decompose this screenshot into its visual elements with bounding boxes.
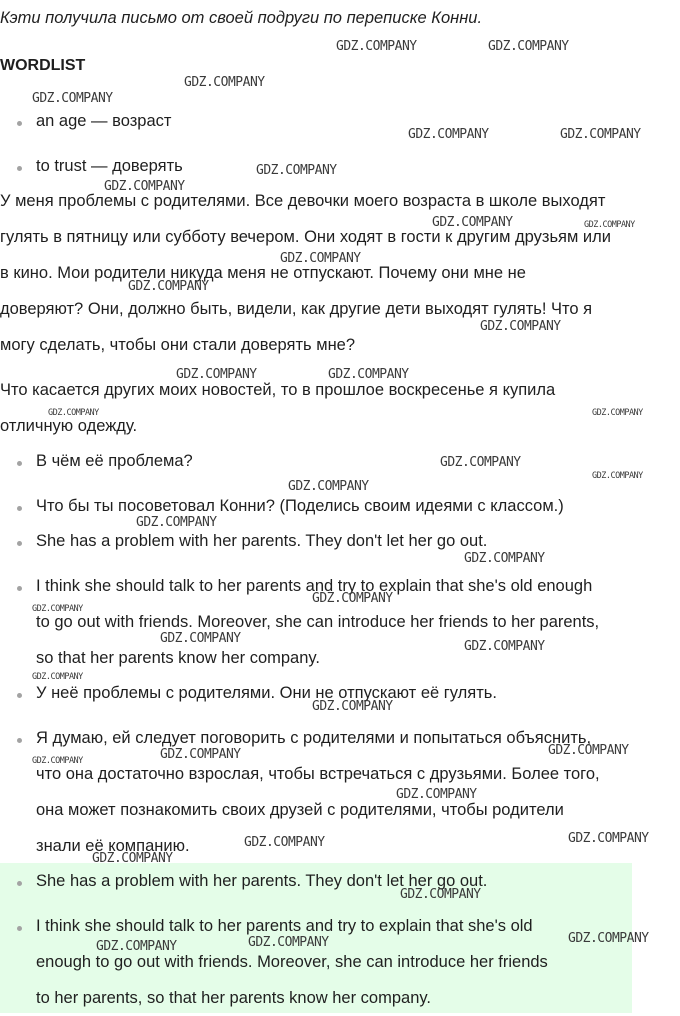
- watermark: GDZ.COMPANY: [96, 939, 177, 954]
- watermark: GDZ.COMPANY: [128, 279, 209, 294]
- watermark: GDZ.COMPANY: [464, 639, 545, 654]
- letter-line: гулять в пятницу или субботу вечером. Они ходят в гости к другим друзьям или: [0, 228, 611, 246]
- wordlist-item: to trust — доверять: [36, 157, 183, 175]
- question-item: В чём её проблема?: [36, 452, 193, 470]
- watermark: GDZ.COMPANY: [488, 39, 569, 54]
- bullet-icon: [17, 166, 22, 171]
- watermark: GDZ.COMPANY: [136, 515, 217, 530]
- bullet-icon: [17, 738, 22, 743]
- bullet-icon: [17, 541, 22, 546]
- watermark: GDZ.COMPANY: [244, 835, 325, 850]
- watermark: GDZ.COMPANY: [568, 931, 649, 946]
- answer-highlighted-2: [36, 908, 676, 1016]
- watermark: GDZ.COMPANY: [104, 179, 185, 194]
- answer-line: enough to go out with friends. Moreover, she can introduce her friends: [36, 953, 548, 971]
- watermark: GDZ.COMPANY: [48, 408, 99, 418]
- letter-line: отличную одежду.: [0, 417, 138, 435]
- watermark: GDZ.COMPANY: [400, 887, 481, 902]
- wordlist-item: an age — возраст: [36, 112, 172, 130]
- watermark: GDZ.COMPANY: [160, 747, 241, 762]
- watermark: GDZ.COMPANY: [396, 787, 477, 802]
- watermark: GDZ.COMPANY: [592, 471, 643, 481]
- answer-highlighted-1: She has a problem with her parents. They don't let her go out.: [36, 872, 488, 890]
- watermark: GDZ.COMPANY: [160, 631, 241, 646]
- watermark: GDZ.COMPANY: [560, 127, 641, 142]
- letter-paragraph-1: [0, 183, 676, 363]
- watermark: GDZ.COMPANY: [256, 163, 337, 178]
- wordlist-heading: WORDLIST: [0, 57, 86, 74]
- watermark: GDZ.COMPANY: [312, 591, 393, 606]
- answer-line: что она достаточно взрослая, чтобы встречаться с друзьями. Более того,: [36, 765, 600, 783]
- watermark: GDZ.COMPANY: [176, 367, 257, 382]
- letter-line: могу сделать, чтобы они стали доверять мне?: [0, 336, 356, 354]
- watermark: GDZ.COMPANY: [336, 39, 417, 54]
- answer-ru-1: У неё проблемы с родителями. Они не отпускают её гулять.: [36, 684, 497, 702]
- bullet-icon: [17, 926, 22, 931]
- watermark: GDZ.COMPANY: [32, 672, 83, 682]
- bullet-icon: [17, 881, 22, 886]
- bullet-icon: [17, 693, 22, 698]
- answer-line: I think she should talk to her parents and try to explain that she's old enough: [36, 577, 593, 595]
- watermark: GDZ.COMPANY: [432, 215, 513, 230]
- watermark: GDZ.COMPANY: [440, 455, 521, 470]
- answer-line: so that her parents know her company.: [36, 649, 321, 667]
- bullet-icon: [17, 121, 22, 126]
- answer-en-2: [36, 568, 676, 676]
- watermark: GDZ.COMPANY: [248, 935, 329, 950]
- letter-line: У меня проблемы с родителями. Все девочки моего возраста в школе выходят: [0, 192, 606, 210]
- watermark: GDZ.COMPANY: [464, 551, 545, 566]
- intro-text: Кэти получила письмо от своей подруги по переписке Конни.: [0, 9, 483, 27]
- bullet-icon: [17, 506, 22, 511]
- letter-line: Что касается других моих новостей, то в прошлое воскресенье я купила: [0, 381, 556, 399]
- watermark: GDZ.COMPANY: [184, 75, 265, 90]
- answer-line: to her parents, so that her parents know her company.: [36, 989, 431, 1007]
- answer-line: Я думаю, ей следует поговорить с родителями и попытаться объяснить,: [36, 729, 592, 747]
- watermark: GDZ.COMPANY: [92, 851, 173, 866]
- answer-line: I think she should talk to her parents and try to explain that she's old: [36, 917, 533, 935]
- bullet-icon: [17, 586, 22, 591]
- watermark: GDZ.COMPANY: [288, 479, 369, 494]
- watermark: GDZ.COMPANY: [312, 699, 393, 714]
- letter-line: в кино. Мои родители никуда меня не отпускают. Почему они мне не: [0, 264, 526, 282]
- watermark: GDZ.COMPANY: [584, 220, 635, 230]
- watermark: GDZ.COMPANY: [592, 408, 643, 418]
- bullet-icon: [17, 461, 22, 466]
- watermark: GDZ.COMPANY: [568, 831, 649, 846]
- letter-line: доверяют? Они, должно быть, видели, как другие дети выходят гулять! Что я: [0, 300, 593, 318]
- letter-paragraph-2: [0, 372, 676, 444]
- watermark: GDZ.COMPANY: [480, 319, 561, 334]
- watermark: GDZ.COMPANY: [548, 743, 629, 758]
- watermark: GDZ.COMPANY: [32, 91, 113, 106]
- question-item: Что бы ты посоветовал Конни? (Поделись своим идеями с классом.): [36, 497, 564, 515]
- answer-line: to go out with friends. Moreover, she can introduce her friends to her parents,: [36, 613, 600, 631]
- watermark: GDZ.COMPANY: [328, 367, 409, 382]
- answer-line: знали её компанию.: [36, 837, 190, 855]
- watermark: GDZ.COMPANY: [32, 756, 83, 766]
- answer-line: она может познакомить своих друзей с родителями, чтобы родители: [36, 801, 564, 819]
- watermark: GDZ.COMPANY: [408, 127, 489, 142]
- answer-en-1: She has a problem with her parents. They don't let her go out.: [36, 532, 488, 550]
- watermark: GDZ.COMPANY: [280, 251, 361, 266]
- watermark: GDZ.COMPANY: [32, 604, 83, 614]
